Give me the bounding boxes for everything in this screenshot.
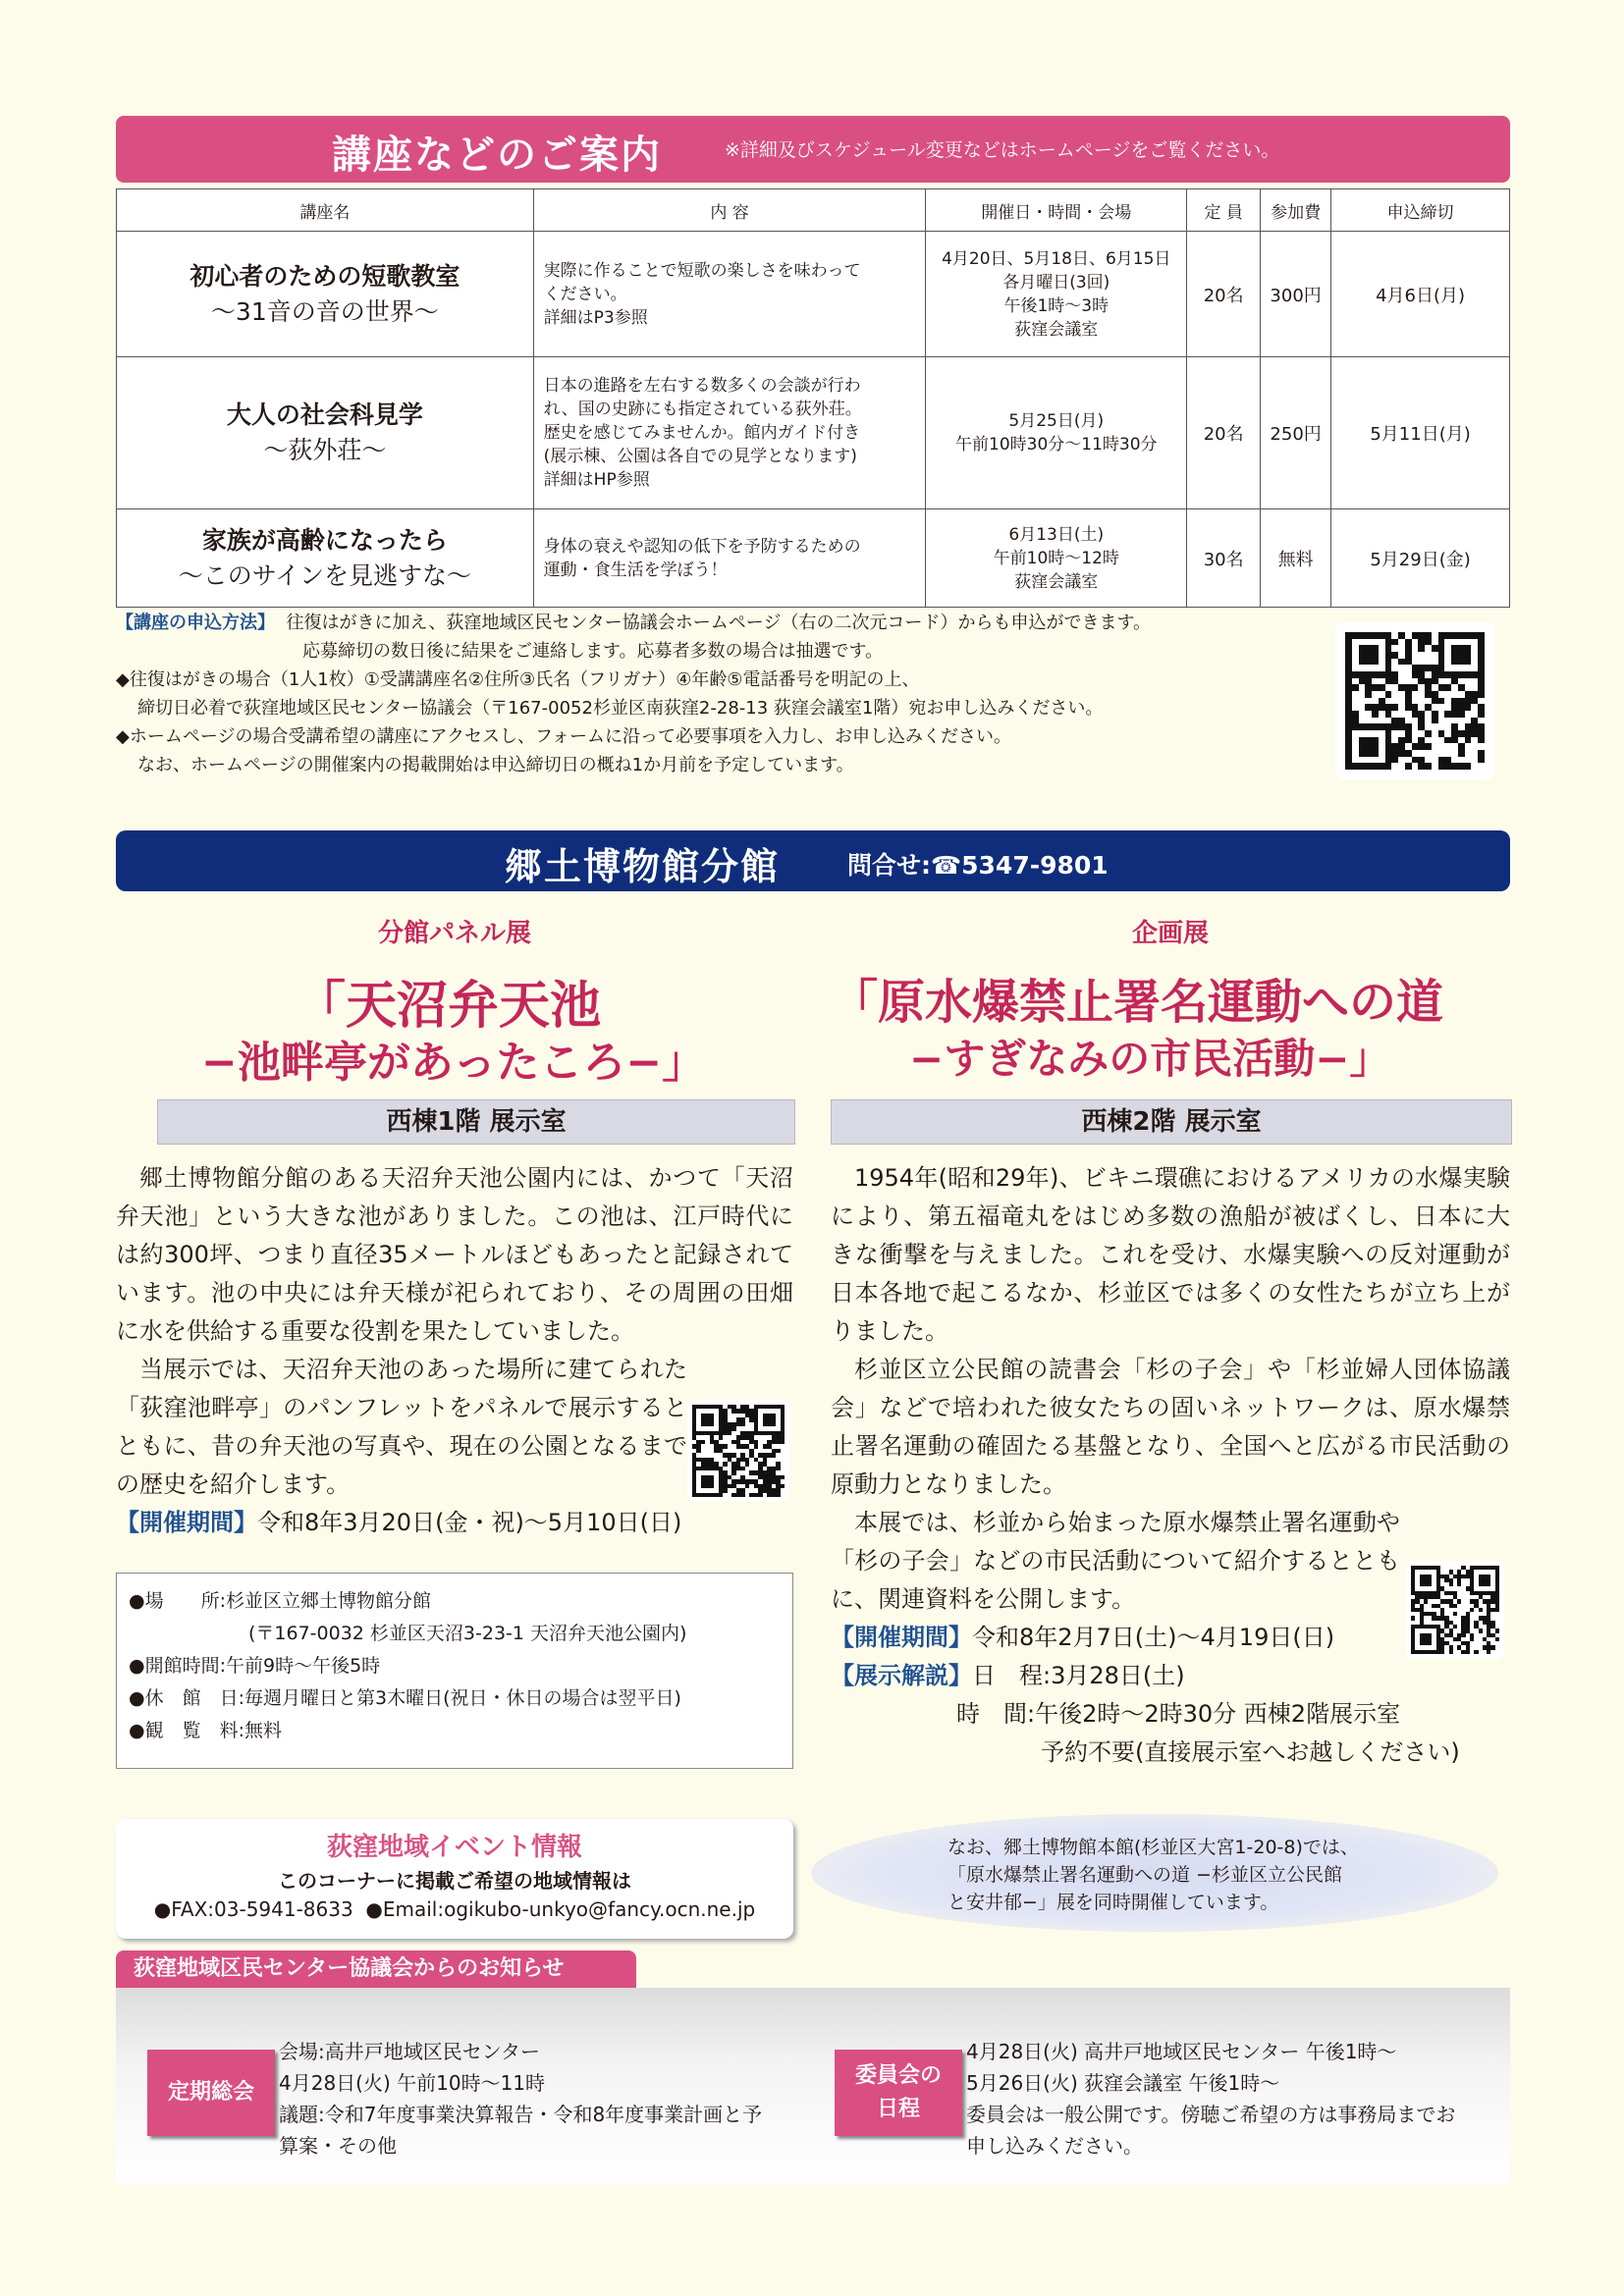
col-header: 申込締切 [1331,189,1510,232]
course-name: 家族が高齢になったら [201,525,448,555]
course-capacity: 30名 [1187,509,1261,608]
date-line: 荻窪会議室 [1014,571,1099,592]
course-capacity: 20名 [1187,232,1261,357]
right-exhibit-talk-time [956,1695,1510,1734]
course-name-cell [117,232,534,357]
right-exhibit-para2: 杉並区立公民館の読書会「杉の子会」や「杉並婦人団体協議会」などで培われた彼女たちの固いネットワークは、原水爆禁止署名運動の確固たる基盤となり、全国へと広がる市民活動の原動力となりました。 [831,1356,1510,1498]
col-header: 定 員 [1187,189,1261,232]
talk-time-label: 時 間: [956,1700,1036,1728]
info-row [129,1715,781,1747]
committee-line: 委員会は一般公開です。傍聴ご希望の方は事務局までお [966,2103,1456,2126]
course-name-cell [117,509,534,608]
left-exhibit-para1: 郷土博物館分館のある天沼弁天池公園内には、かつて「天沼弁天池」という大きな池がありました。この池は、江戸時代には約300坪、つまり直径35メートルほどもあったと記録されています。池の中央には弁天様が祀られており、その周囲の田畑に水を供給する重要な役割を果たしていました。 [116,1164,793,1345]
left-exhibit-para2: 当展示では、天沼弁天池のあった場所に建てられた「荻窪池畔亭」のパンフレットをパネルで展示するとともに、昔の弁天池の写真や、現在の公園となるまでの歴史を紹介します。 [116,1356,687,1498]
course-content [533,232,926,357]
right-exhibit-room: 西棟2階 展示室 [831,1099,1512,1145]
course-name-cell [117,357,534,509]
event-fax: ●FAX:03-5941-8633 [153,1897,353,1921]
committee-line: 5月26日(火) 荻窪会議室 午後1時〜 [966,2071,1280,2095]
period-value: 令和8年3月20日(金・祝)〜5月10日(日) [257,1509,682,1536]
col-header: 参加費 [1261,189,1331,232]
meeting-line: 算案・その他 [279,2134,397,2158]
courses-table-header [117,189,1510,232]
right-exhibit-category: 企画展 [1131,919,1209,948]
talk-label: 【展示解説】 [831,1662,972,1689]
info-row [129,1618,781,1650]
content-line: 詳細はP3参照 [543,307,648,328]
content-line: 運動・食生活を学ぼう！ [543,560,728,580]
date-line: 荻窪会議室 [1014,319,1099,340]
left-exhibit-title: 「天沼弁天池 [295,976,602,1036]
info-label: ●場 所: [129,1590,226,1612]
note-line: なお、郷土博物館本館(杉並区大宮1-20-8)では、 [947,1837,1359,1858]
info-value: (〒167-0032 杉並区天沼3-23-1 天沼弁天池公園内) [248,1623,687,1644]
col-header: 内 容 [533,189,926,232]
committee-badge [835,2050,962,2136]
content-line: ください。 [543,284,627,304]
committee-badge-line: 委員会の [854,2063,942,2088]
event-contacts [116,1897,793,1921]
date-line: 各月曜日(3回) [1002,272,1110,293]
committee-details [966,2036,1496,2162]
info-row [129,1650,781,1682]
committee-badge-line: 日程 [876,2097,920,2121]
honkan-note [947,1834,1359,1916]
meeting-line: 4月28日(火) 午前10時〜11時 [279,2071,546,2095]
table-row [117,357,1510,509]
content-line: れ、国の史跡にも指定されている荻外荘。 [543,400,862,419]
course-subname: 〜このサインを見逃すな〜 [178,561,471,590]
apply-text: ◆往復はがきの場合（1人1枚）①受講講座名②住所③氏名（フリガナ）④年齢⑤電話番号を明記の上、 [116,669,920,690]
date-line: 午前10時30分〜11時30分 [955,435,1158,454]
apply-text: 締切日必着で荻窪地域区民センター協議会（〒167-0052杉並区南荻窪2-28-13 荻窪会議室1階）宛お申し込みください。 [137,698,1104,719]
info-value: 午前9時〜午後5時 [225,1655,381,1677]
content-line: 実際に作ることで短歌の楽しさを味わって [543,260,861,281]
content-line: 詳細はHP参照 [543,470,650,490]
left-exhibit-subtitle: −池畔亭があったころ−」 [201,1038,706,1088]
left-exhibit-category: 分館パネル展 [377,919,531,948]
right-exhibit-period [831,1619,1510,1657]
note-line: と安井郁−」展を同時開催しています。 [947,1892,1279,1913]
committee-line: 4月28日(火) 高井戸地域区民センター 午後1時〜 [966,2040,1397,2063]
content-line: 歴史を感じてみませんか。館内ガイド付き [543,423,861,443]
course-subname: 〜荻外荘〜 [263,436,387,464]
apply-text: ◆ホームページの場合受講希望の講座にアクセスし、フォームに沿って必要事項を入力し、お申し込みください。 [116,726,1012,747]
period-label: 【開催期間】 [116,1509,257,1536]
courses-header [116,116,1510,183]
apply-line [116,609,1314,637]
right-exhibit-talk-note: 予約不要(直接展示室へお越しください) [1041,1738,1460,1766]
course-fee: 250円 [1261,357,1331,509]
apply-text: 応募締切の数日後に結果をご連絡します。応募者多数の場合は抽選です。 [302,641,884,662]
course-subname: 〜31音の音の世界〜 [210,296,439,326]
course-date [926,357,1187,509]
talk-time: 午後2時〜2時30分 西棟2階展示室 [1035,1700,1401,1728]
course-date [926,509,1187,608]
qr-code-icon[interactable] [1335,622,1494,779]
right-exhibit-para1: 1954年(昭和29年)、ビキニ環礁におけるアメリカの水爆実験により、第五福竜丸をはじめ多数の漁船が被ばくし、日本に大きな衝撃を与えました。これを受け、水爆実験への反対運動が日本各地で起こるなか、杉並区では多くの女性たちが立ち上がりました。 [831,1164,1510,1345]
course-content [533,357,926,509]
date-line: 午前10時〜12時 [993,548,1119,568]
course-capacity: 20名 [1187,357,1261,509]
col-header: 開催日・時間・会場 [926,189,1187,232]
info-row [129,1585,781,1618]
course-deadline: 5月11日(月) [1331,357,1510,509]
info-label: ●休 館 日: [129,1687,244,1709]
info-label: ●開館時間: [129,1655,226,1677]
apply-label: 【講座の申込方法】 [116,613,275,633]
museum-header [116,830,1510,891]
info-value: 杉並区立郷土博物館分館 [225,1590,431,1612]
left-exhibit-period [116,1504,793,1542]
apply-text: 往復はがきに加え、荻窪地域区民センター協議会ホームページ（右の二次元コード）からも申込ができます。 [286,613,1152,633]
date-line: 6月13日(土) [1008,524,1105,545]
course-date [926,232,1187,357]
meeting-line: 議題:令和7年度事業決算報告・令和8年度事業計画と予 [279,2103,763,2126]
info-value: 無料 [244,1720,282,1741]
courses-note: ※詳細及びスケジュール変更などはホームページをご覧ください。 [725,139,1280,161]
notice-tab: 荻窪地域区民センター協議会からのお知らせ [116,1950,636,1988]
course-deadline: 4月6日(月) [1331,232,1510,357]
info-value: 毎週月曜日と第3木曜日(祝日・休日の場合は翌平日) [244,1687,681,1709]
museum-title: 郷土博物館分館 [505,845,781,888]
meeting-details [279,2036,809,2162]
note-line: 「原水爆禁止署名運動への道 −杉並区立公民館 [947,1864,1342,1886]
course-name: 初心者のための短歌教室 [189,261,460,291]
courses-title: 講座などのご案内 [332,133,662,178]
content-line: 日本の進路を左右する数多くの会談が行わ [543,376,861,396]
table-row [117,232,1510,357]
date-line: 5月25日(月) [1008,411,1105,431]
period-label: 【開催期間】 [831,1624,972,1651]
right-exhibit-para3: 本展では、杉並から始まった原水爆禁止署名運動や「杉の子会」などの市民活動について紹介するとともに、関連資料を公開します。 [831,1509,1400,1613]
course-fee: 無料 [1261,509,1331,608]
content-line: (展示棟、公園は各自での見学となります) [543,447,857,466]
right-exhibit-title: 「原水爆禁止署名運動への道 [831,975,1444,1030]
qr-code-icon[interactable] [687,1400,789,1502]
right-exhibit-subtitle: −すぎなみの市民活動−」 [909,1035,1391,1083]
course-fee: 300円 [1261,232,1331,357]
talk-date: 3月28日(土) [1051,1662,1185,1689]
period-value: 令和8年2月7日(土)〜4月19日(日) [972,1624,1335,1651]
committee-line: 申し込みください。 [966,2134,1143,2158]
apply-method [116,609,1314,779]
date-line: 午後1時〜3時 [1003,295,1110,316]
meeting-badge: 定期総会 [147,2050,275,2136]
event-title: 荻窪地域イベント情報 [326,1833,582,1862]
event-desc: このコーナーに掲載ご希望の地域情報は [278,1869,631,1893]
info-label: ●観 覧 料: [129,1720,244,1741]
meeting-line: 会場:高井戸地域区民センター [279,2040,540,2063]
left-exhibit-room: 西棟1階 展示室 [157,1099,795,1145]
event-info-box [116,1819,793,1939]
table-row [117,509,1510,608]
col-header: 講座名 [117,189,534,232]
event-email[interactable]: ●Email:ogikubo-unkyo@fancy.ocn.ne.jp [365,1897,756,1921]
museum-contact: 問合せ:☎5347-9801 [847,851,1109,880]
info-row [129,1682,781,1715]
museum-info-box [116,1573,793,1769]
content-line: 身体の衰えや認知の低下を予防するための [543,536,861,557]
right-exhibit-talk [831,1657,1510,1695]
courses-table [116,188,1510,608]
course-deadline: 5月29日(金) [1331,509,1510,608]
date-line: 4月20日、5月18日、6月15日 [942,248,1171,269]
course-content [533,509,926,608]
apply-text: なお、ホームページの開催案内の掲載開始は申込締切日の概ね1か月前を予定しています。 [137,755,854,775]
course-name: 大人の社会科見学 [226,400,423,429]
talk-date-label: 日 程: [972,1662,1052,1689]
